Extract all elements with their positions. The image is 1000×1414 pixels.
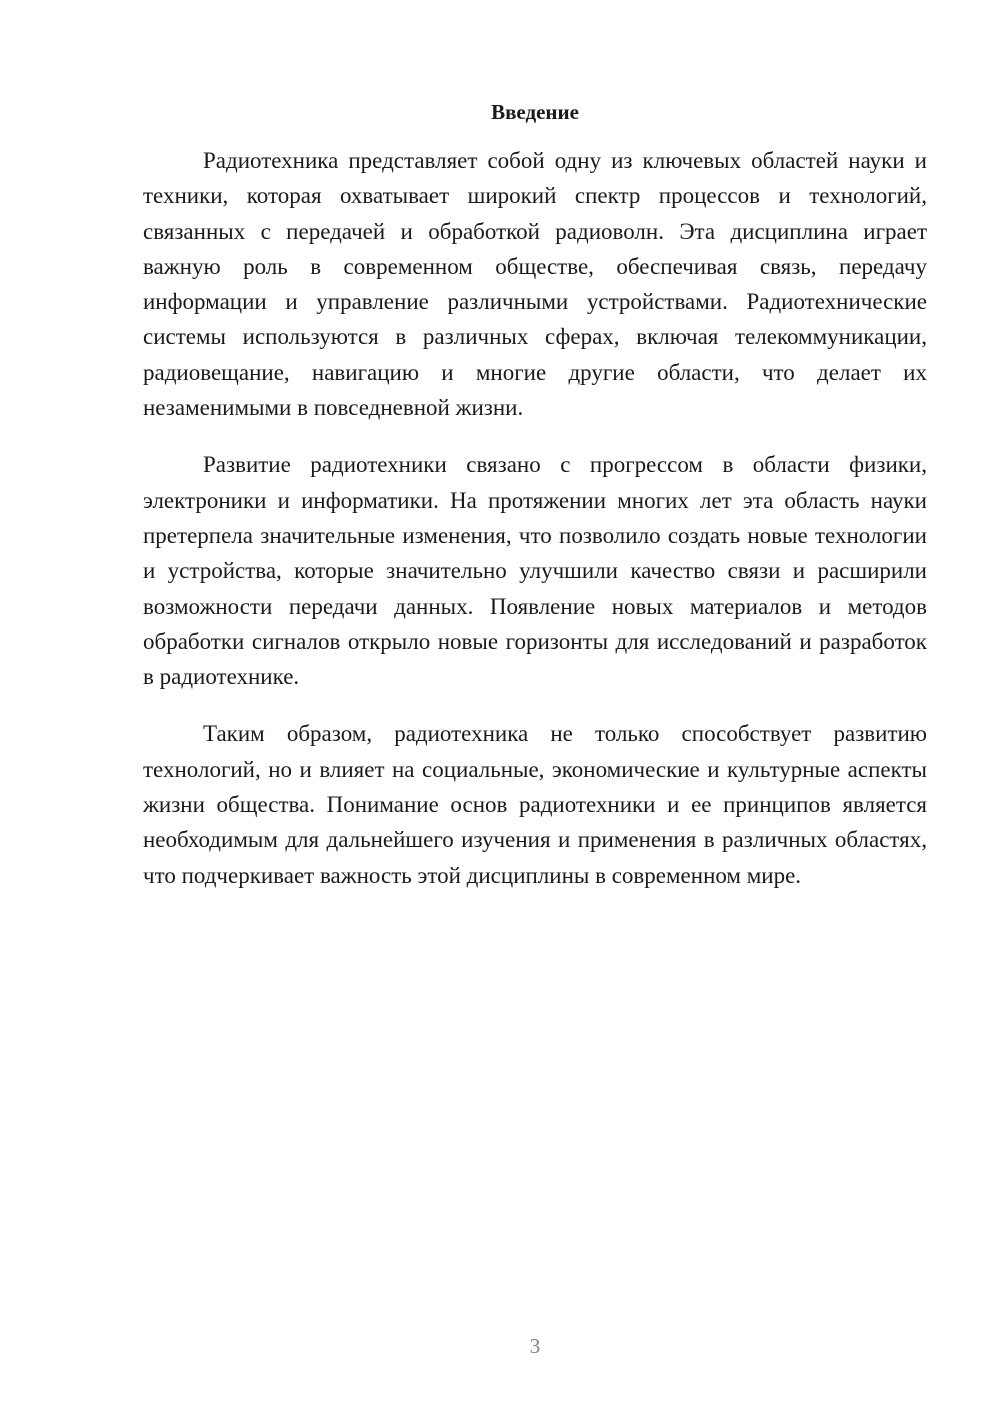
page-number: 3 (529, 1334, 541, 1358)
paragraph-1: Радиотехника представляет собой одну из ключевых областей науки и техники, которая охватывает широкий спектр процессов и технологий, связанных с передачей и обработкой радиоволн. Эта дисциплина играет важную роль в современном обществе, обеспечивая связь, передачу информации и управление различными устройствами. Радиотехнические системы используются в различных сферах, включая телекоммуникации, радиовещание, навигацию и многие другие области, что делает их незаменимыми в повседневной жизни. (143, 148, 927, 421)
paragraph-2: Развитие радиотехники связано с прогрессом в области физики, электроники и информатики. На протяжении многих лет эта область науки претерпела значительные изменения, что позволило создать новые технологии и устройства, которые значительно улучшили качество связи и расширили возможности передачи данных. Появление новых материалов и методов обработки сигналов открыло новые горизонты для исследований и разработок в радиотехнике. (143, 452, 927, 690)
section-title: Введение (491, 100, 579, 124)
body-text (143, 143, 927, 915)
paragraph-3: Таким образом, радиотехника не только способствует развитию технологий, но и влияет на социальные, экономические и культурные аспекты жизни общества. Понимание основ радиотехники и ее принципов является необходимым для дальнейшего изучения и применения в различных областях, что подчеркивает важность этой дисциплины в современном мире. (143, 721, 927, 888)
